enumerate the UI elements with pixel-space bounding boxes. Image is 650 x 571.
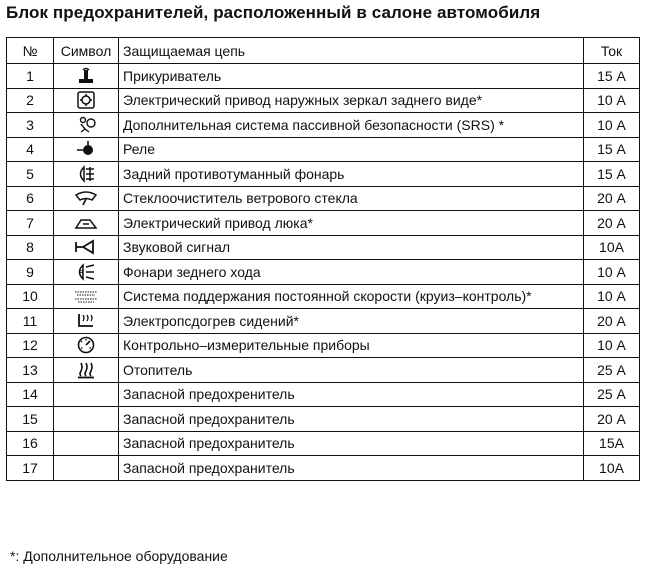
fuse-number: 15 xyxy=(7,407,54,432)
fuse-table xyxy=(6,37,640,481)
fuse-current: 10 А xyxy=(584,284,640,309)
table-row xyxy=(7,309,640,334)
fuse-symbol-cell xyxy=(54,235,119,260)
page-title: Блок предохранителей, расположенный в салоне автомобиля xyxy=(6,3,541,22)
fuse-number: 2 xyxy=(7,88,54,113)
fuse-number: 14 xyxy=(7,382,54,407)
fuse-symbol-cell xyxy=(54,211,119,236)
fuse-current: 15А xyxy=(584,431,640,456)
fuse-symbol-cell xyxy=(54,407,119,432)
reversing-lamp-icon xyxy=(73,263,99,281)
fuse-symbol-cell xyxy=(54,333,119,358)
horn-icon xyxy=(73,238,99,256)
fuse-number: 8 xyxy=(7,235,54,260)
table-row xyxy=(7,358,640,383)
fuse-circuit: Система поддержания постоянной скорости (круиз–контроль)* xyxy=(119,284,584,309)
fuse-symbol-cell xyxy=(54,358,119,383)
header-num: № xyxy=(7,38,54,64)
fuse-number: 3 xyxy=(7,113,54,138)
fuse-circuit: Запасной предохранитель xyxy=(119,407,584,432)
fuse-circuit: Контрольно–измерительные приборы xyxy=(119,333,584,358)
fuse-circuit: Прикуриватель xyxy=(119,64,584,89)
fuse-symbol-cell xyxy=(54,456,119,481)
fuse-current: 10А xyxy=(584,235,640,260)
fuse-symbol-cell xyxy=(54,88,119,113)
fuse-current: 10 А xyxy=(584,113,640,138)
cruise-control-icon xyxy=(73,287,99,305)
seat-heater-icon xyxy=(73,312,99,330)
table-row xyxy=(7,186,640,211)
fuse-circuit: Реле xyxy=(119,137,584,162)
table-row xyxy=(7,88,640,113)
fuse-number: 5 xyxy=(7,162,54,187)
fuse-current: 20 А xyxy=(584,407,640,432)
header-current: Ток xyxy=(584,38,640,64)
fuse-symbol-cell xyxy=(54,309,119,334)
fuse-symbol-cell xyxy=(54,137,119,162)
fuse-number: 13 xyxy=(7,358,54,383)
header-circuit: Защищаемая цепь xyxy=(119,38,584,64)
table-row xyxy=(7,113,640,138)
fuse-current: 20 А xyxy=(584,186,640,211)
fuse-current: 10 А xyxy=(584,333,640,358)
fuse-current: 10А xyxy=(584,456,640,481)
fuse-number: 7 xyxy=(7,211,54,236)
fuse-current: 15 А xyxy=(584,64,640,89)
fuse-symbol-cell xyxy=(54,260,119,285)
airbag-srs-icon xyxy=(73,116,99,134)
table-row xyxy=(7,260,640,285)
fuse-symbol-cell xyxy=(54,162,119,187)
fuse-current: 25 А xyxy=(584,358,640,383)
fuse-current: 15 А xyxy=(584,162,640,187)
cigarette-lighter-icon xyxy=(73,67,99,85)
header-symbol: Символ xyxy=(54,38,119,64)
windshield-wiper-icon xyxy=(73,189,99,207)
fuse-symbol-cell xyxy=(54,284,119,309)
fuse-number: 6 xyxy=(7,186,54,211)
fuse-circuit: Задний противотуманный фонарь xyxy=(119,162,584,187)
footnote: *: Дополнительное оборудование xyxy=(10,548,228,564)
fuse-circuit: Звуковой сигнал xyxy=(119,235,584,260)
fuse-circuit: Стеклоочиститель ветрового стекла xyxy=(119,186,584,211)
fuse-circuit: Запасной предохренитель xyxy=(119,382,584,407)
svg-text:R: R xyxy=(79,268,84,277)
fuse-circuit: Фонари зеднего хода xyxy=(119,260,584,285)
fuse-circuit: Электрический привод люка* xyxy=(119,211,584,236)
table-row xyxy=(7,407,640,432)
fuse-current: 20 А xyxy=(584,211,640,236)
fuse-current: 25 А xyxy=(584,382,640,407)
table-row xyxy=(7,64,640,89)
fuse-circuit: Дополнительная система пассивной безопасности (SRS) * xyxy=(119,113,584,138)
fuse-circuit: Отопитель xyxy=(119,358,584,383)
table-row xyxy=(7,235,640,260)
table-row xyxy=(7,162,640,187)
fuse-number: 17 xyxy=(7,456,54,481)
sunroof-icon xyxy=(73,214,99,232)
fuse-symbol-cell xyxy=(54,186,119,211)
fuse-symbol-cell xyxy=(54,382,119,407)
table-row xyxy=(7,211,640,236)
fuse-number: 16 xyxy=(7,431,54,456)
fuse-number: 11 xyxy=(7,309,54,334)
fuse-circuit: Электрический привод наружных зеркал заднего виде* xyxy=(119,88,584,113)
fuse-symbol-cell xyxy=(54,113,119,138)
fuse-circuit: Запасной предохранитель xyxy=(119,456,584,481)
fuse-number: 4 xyxy=(7,137,54,162)
fuse-number: 12 xyxy=(7,333,54,358)
fuse-number: 1 xyxy=(7,64,54,89)
table-row xyxy=(7,382,640,407)
fuse-current: 15 А xyxy=(584,137,640,162)
fuse-number: 10 xyxy=(7,284,54,309)
fuse-circuit: Электропсдогрев сидений* xyxy=(119,309,584,334)
heater-icon xyxy=(73,361,99,379)
relay-icon xyxy=(73,140,99,158)
fuse-current: 10 А xyxy=(584,88,640,113)
table-header-row xyxy=(7,38,640,64)
fuse-circuit: Запасной предохранитель xyxy=(119,431,584,456)
fuse-symbol-cell xyxy=(54,431,119,456)
fuse-current: 10 А xyxy=(584,260,640,285)
table-row xyxy=(7,333,640,358)
rear-fog-lamp-icon xyxy=(73,165,99,183)
fuse-current: 20 А xyxy=(584,309,640,334)
table-row xyxy=(7,456,640,481)
table-row xyxy=(7,431,640,456)
fuse-number: 9 xyxy=(7,260,54,285)
instrument-gauge-icon xyxy=(73,336,99,354)
fuse-symbol-cell xyxy=(54,64,119,89)
mirror-adjust-icon xyxy=(73,91,99,109)
table-row xyxy=(7,137,640,162)
table-row xyxy=(7,284,640,309)
